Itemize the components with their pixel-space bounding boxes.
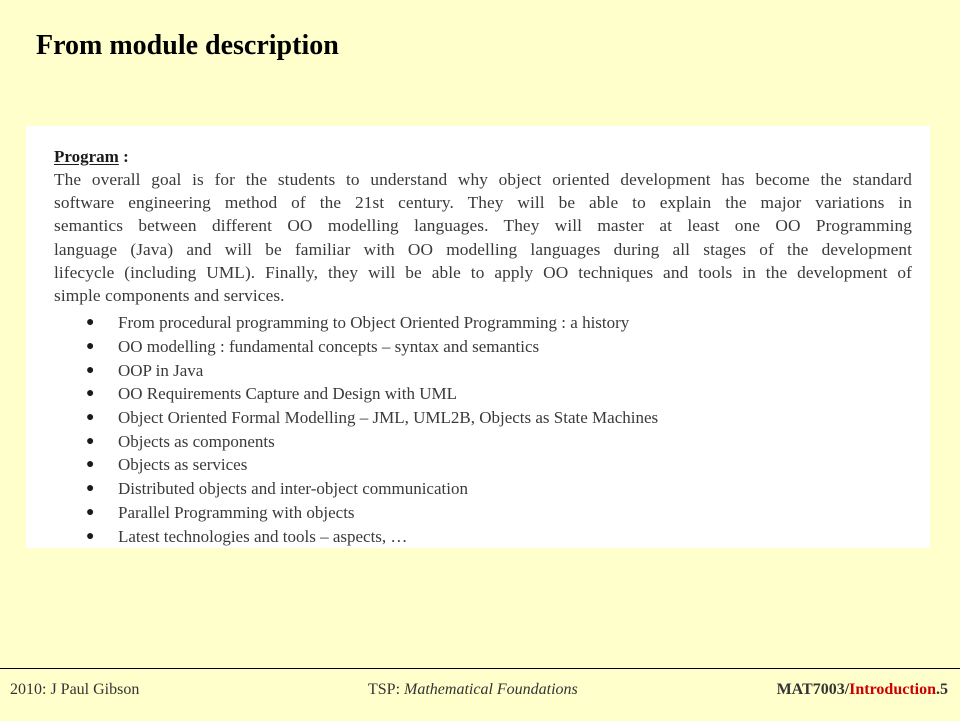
bullet-icon: ● xyxy=(86,457,95,473)
footer-institution xyxy=(368,681,578,699)
paragraph-line: software engineering method of the 21st century. They will be able to explain the major variations in xyxy=(54,193,912,213)
topic-label: Latest technologies and tools – aspects, … xyxy=(118,526,408,546)
paragraph-line: semantics between different OO modelling languages. They will master at least one OO Programming xyxy=(54,216,912,236)
paragraph-line: language (Java) and will be familiar with OO modelling languages during all stages of the development xyxy=(54,239,912,259)
program-heading xyxy=(54,146,912,168)
topic-item xyxy=(54,430,912,454)
program-heading-colon: : xyxy=(118,147,129,166)
footer-dot: . xyxy=(936,681,940,698)
bullet-icon: ● xyxy=(86,410,95,426)
footer-author: 2010: J Paul Gibson xyxy=(10,681,140,698)
topic-label: OOP in Java xyxy=(118,360,204,380)
topic-label: Object Oriented Formal Modelling – JML, UML2B, Objects as State Machines xyxy=(118,408,659,428)
topic-label: Objects as services xyxy=(118,455,248,475)
topic-list xyxy=(54,311,912,548)
bullet-icon: ● xyxy=(86,528,95,544)
footer-institution-prefix: TSP: xyxy=(368,681,405,698)
footer-separator: / xyxy=(844,681,850,698)
footer-section-name: Introduction xyxy=(849,681,936,698)
paragraph-line: The overall goal is for the students to understand why object oriented development has become the standard xyxy=(54,170,912,189)
topic-label: OO modelling : fundamental concepts – syntax and semantics xyxy=(118,336,540,356)
topic-item xyxy=(54,453,912,477)
topic-label: Distributed objects and inter-object communication xyxy=(118,479,468,499)
topic-item xyxy=(54,382,912,406)
bullet-icon: ● xyxy=(86,504,95,520)
bullet-icon: ● xyxy=(86,386,95,402)
paragraph-line: lifecycle (including UML). Finally, they will be able to apply OO techniques and tools in the development of xyxy=(54,262,912,282)
topic-item xyxy=(54,335,912,359)
footer-module-name: Mathematical Foundations xyxy=(404,681,578,698)
topic-item xyxy=(54,477,912,501)
topic-item xyxy=(54,501,912,525)
topic-label: OO Requirements Capture and Design with UML xyxy=(118,384,457,404)
topic-label: From procedural programming to Object Oriented Programming : a history xyxy=(118,313,630,333)
slide-footer xyxy=(0,668,960,721)
footer-slide-reference xyxy=(777,681,948,699)
topic-item xyxy=(54,406,912,430)
bullet-icon: ● xyxy=(86,338,95,354)
bullet-icon: ● xyxy=(86,481,95,497)
bullet-icon: ● xyxy=(86,433,95,449)
bullet-icon: ● xyxy=(86,315,95,331)
topic-label: Parallel Programming with objects xyxy=(118,502,355,522)
bullet-icon: ● xyxy=(86,362,95,378)
program-paragraph xyxy=(54,168,912,307)
program-heading-label: Program xyxy=(54,147,119,166)
module-description-image xyxy=(26,126,930,548)
paragraph-line: simple components and services. xyxy=(54,286,285,306)
topic-item xyxy=(54,525,912,549)
footer-page-number: 5 xyxy=(940,681,948,698)
slide-title: From module description xyxy=(36,30,339,61)
topic-label: Objects as components xyxy=(118,431,275,451)
topic-item xyxy=(54,359,912,383)
topic-item xyxy=(54,311,912,335)
footer-course-code: MAT7003 xyxy=(776,681,845,698)
